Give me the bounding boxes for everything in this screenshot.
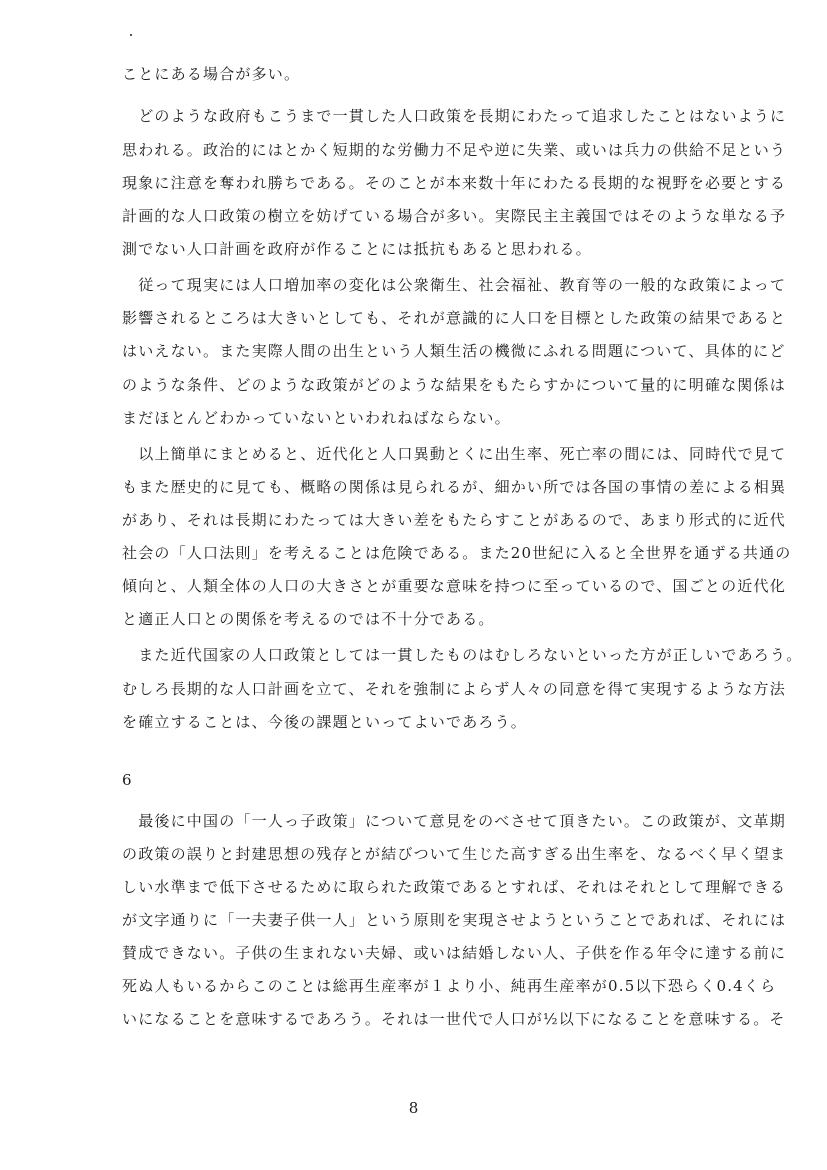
text-line: 影響されるところは大きいとしても、それが意識的に人口を目標とした政策の結果であると	[122, 309, 787, 327]
text-line: しい水準まで低下させるために取られた政策であるとすれば、それはそれとして理解できる	[122, 878, 787, 896]
text-line: が文字通りに「一夫妻子供一人」という原則を実現させようということであれば、それには	[122, 911, 787, 929]
text-line: どのような政府もこうまで一貫した人口政策を長期にわたって追求したことはないように	[122, 107, 787, 125]
text-line: 賛成できない。子供の生まれない夫婦、或いは結婚しない人、子供を作る年令に達する前に	[122, 944, 787, 962]
text-line: ことにある場合が多い。	[122, 65, 301, 83]
text-line: 社会の「人口法則」を考えることは危険である。また20世紀に入ると全世界を通ずる共通の	[122, 544, 792, 562]
text-line: の政策の誤りと封建思想の残存とが結びついて生じた高すぎる出生率を、なるべく早く望ま	[122, 845, 787, 863]
text-line: 従って現実には人口増加率の変化は公衆衛生、社会福祉、教育等の一般的な政策によって	[122, 276, 787, 294]
text-line: 測でない人口計画を政府が作ることには抵抗もあると思われる。	[122, 240, 592, 258]
text-line: があり、それは長期にわたっては大きい差をもたらすことがあるので、あまり形式的に近代	[122, 511, 786, 529]
text-line: 最後に中国の「一人っ子政策」について意見をのべさせて頂きたい。この政策が、文革期	[122, 812, 786, 830]
text-line: むしろ長期的な人口計画を立て、それを強制によらず人々の同意を得て実現するような方法	[122, 680, 786, 698]
text-line: 以上簡単にまとめると、近代化と人口異動とくに出生率、死亡率の間には、同時代で見て	[122, 445, 787, 463]
text-line: いになることを意味するであろう。それは一世代で人口が½以下になることを意味する。そ	[122, 1010, 786, 1028]
text-line: を確立することは、今後の課題といってよいであろう。	[122, 713, 528, 731]
text-line: 現象に注意を奪われ勝ちである。そのことが本来数十年にわたる長期的な視野を必要とする	[122, 174, 787, 192]
text-line: と適正人口との関係を考えるのでは不十分である。	[122, 610, 495, 628]
section-number: 6	[122, 771, 132, 789]
text-line: また近代国家の人口政策としては一貫したものはむしろないといった方が正しいであろう。	[122, 646, 803, 664]
text-line: もまた歴史的に見ても、概略の関係は見られるが、細かい所では各国の事情の差による相異	[122, 478, 787, 496]
text-line: はいえない。また実際人間の出生という人類生活の機微にふれる問題について、具体的にど	[122, 342, 786, 360]
scan-speck	[130, 34, 132, 36]
text-line: まだほとんどわかっていないといわれねばならない。	[122, 409, 511, 427]
text-line: 死ぬ人もいるからこのことは総再生産率が１より小、純再生産率が0.5以下恐らく0.4くら	[122, 977, 777, 995]
text-line: 思われる。政治的にはとかく短期的な労働力不足や逆に失業、或いは兵力の供給不足という	[122, 141, 787, 159]
page-number: 8	[408, 1099, 419, 1117]
text-line: のような条件、どのような政策がどのような結果をもたらすかについて量的に明確な関係は	[122, 376, 786, 394]
text-line: 傾向と、人類全体の人口の大きさとが重要な意味を持つに至っているので、国ごとの近代化	[122, 577, 786, 595]
text-line: 計画的な人口政策の樹立を妨げている場合が多い。実際民主主義国ではそのような単なる予	[122, 207, 787, 225]
